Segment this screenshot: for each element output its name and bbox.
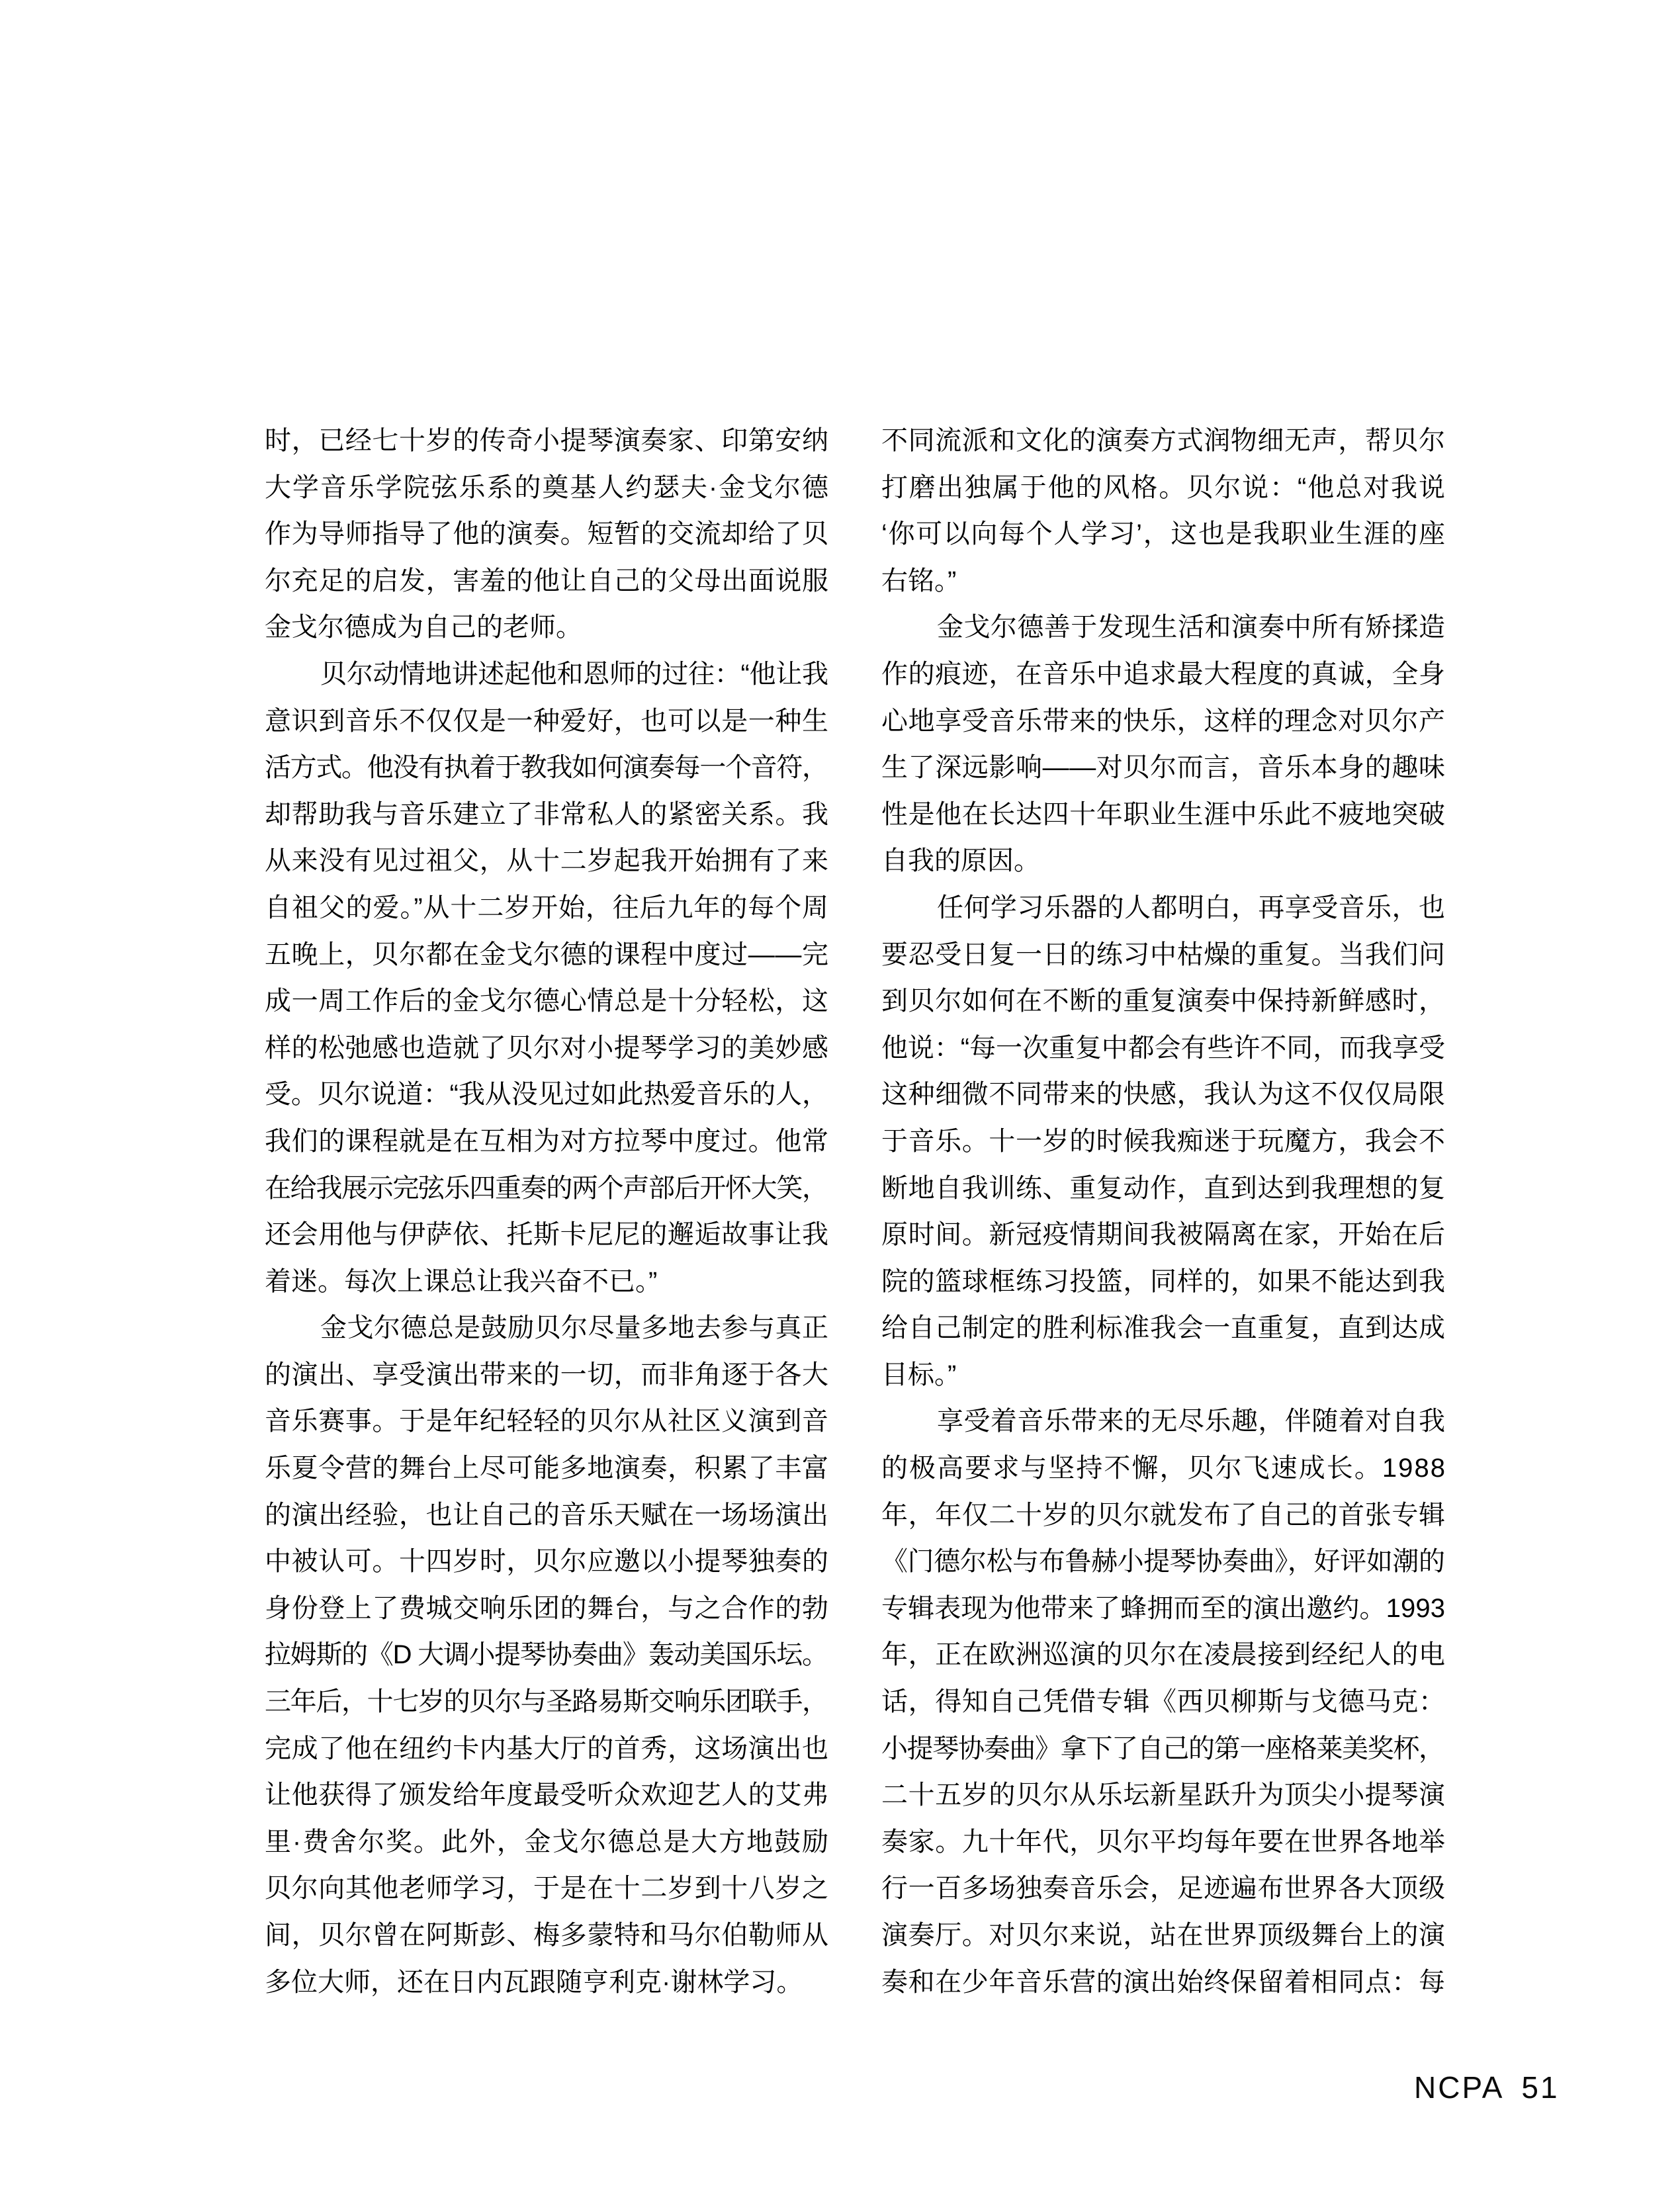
text-line: 我们的课程就是在互相为对方拉琴中度过。他常 bbox=[265, 1126, 829, 1156]
text-line: 受。贝尔说道：“我从没见过如此热爱音乐的人， bbox=[265, 1080, 828, 1110]
text-line: 大学音乐学院弦乐系的奠基人约瑟夫·金戈尔德 bbox=[265, 472, 830, 502]
text-line: 打磨出独属于他的风格。贝尔说：“他总对我说 bbox=[881, 472, 1446, 502]
text-line: 任何学习乐器的人都明白，再享受音乐，也 bbox=[937, 893, 1446, 922]
text-line: 三年后，十七岁的贝尔与圣路易斯交响乐团联手， bbox=[265, 1687, 828, 1717]
text-line: 性是他在长达四十年职业生涯中乐此不疲地突破 bbox=[881, 799, 1446, 829]
text-line: 的演出、享受演出带来的一切，而非角逐于各大 bbox=[265, 1360, 829, 1389]
text-line: 断地自我训练、重复动作，直到达到我理想的复 bbox=[881, 1173, 1446, 1203]
text-line: 专辑表现为他带来了蜂拥而至的演出邀约。1993 bbox=[881, 1593, 1446, 1623]
text-line: 却帮助我与音乐建立了非常私人的紧密关系。我 bbox=[265, 799, 829, 829]
text-line: 给自己制定的胜利标准我会一直重复，直到达成 bbox=[881, 1313, 1446, 1343]
text-line: 贝尔向其他老师学习，于是在十二岁到十八岁之 bbox=[265, 1874, 829, 1904]
article-body bbox=[265, 417, 1445, 2005]
text-line: 样的松弛感也造就了贝尔对小提琴学习的美妙感 bbox=[265, 1033, 829, 1063]
text-line: 年，正在欧洲巡演的贝尔在凌晨接到经纪人的电 bbox=[881, 1640, 1446, 1670]
footer-brand: NCPA bbox=[1414, 2070, 1505, 2105]
text-line: 金戈尔德成为自己的老师。 bbox=[265, 613, 582, 642]
text-line: 于音乐。十一岁的时候我痴迷于玩魔方，我会不 bbox=[881, 1126, 1446, 1156]
text-line: 的演出经验，也让自己的音乐天赋在一场场演出 bbox=[265, 1500, 829, 1530]
text-line: 行一百多场独奏音乐会，足迹遍布世界各大顶级 bbox=[881, 1874, 1446, 1904]
text-line: 活方式。他没有执着于教我如何演奏每一个音符， bbox=[265, 753, 828, 783]
text-line: 在给我展示完弦乐四重奏的两个声部后开怀大笑， bbox=[265, 1173, 828, 1203]
text-line: 里·费舍尔奖。此外，金戈尔德总是大方地鼓励 bbox=[265, 1827, 830, 1857]
text-line: 话，得知自己凭借专辑《西贝柳斯与戈德马克： bbox=[881, 1687, 1446, 1717]
text-line: 生了深远影响——对贝尔而言，音乐本身的趣味 bbox=[881, 753, 1446, 783]
text-line: 的极高要求与坚持不懈，贝尔飞速成长。1988 bbox=[881, 1454, 1447, 1483]
text-line: 自我的原因。 bbox=[881, 846, 1040, 876]
text-line: 《门德尔松与布鲁赫小提琴协奏曲》，好评如潮的 bbox=[881, 1547, 1445, 1577]
text-line: 心地享受音乐带来的快乐，这样的理念对贝尔产 bbox=[881, 706, 1446, 736]
text-line: 享受着音乐带来的无尽乐趣，伴随着对自我 bbox=[937, 1407, 1446, 1436]
text-line: 金戈尔德总是鼓励贝尔尽量多地去参与真正 bbox=[320, 1313, 829, 1343]
text-line: 五晚上，贝尔都在金戈尔德的课程中度过——完 bbox=[265, 940, 829, 969]
text-line: 奏家。九十年代，贝尔平均每年要在世界各地举 bbox=[881, 1827, 1446, 1857]
text-line: 时，已经七十岁的传奇小提琴演奏家、印第安纳 bbox=[265, 426, 829, 455]
text-line: 拉姆斯的《D 大调小提琴协奏曲》轰动美国乐坛。 bbox=[265, 1640, 828, 1670]
text-line: 意识到音乐不仅仅是一种爱好，也可以是一种生 bbox=[265, 706, 829, 736]
article-column-1 bbox=[265, 417, 828, 2005]
text-line: 演奏厅。对贝尔来说，站在世界顶级舞台上的演 bbox=[881, 1921, 1446, 1950]
text-line: 尔充足的启发，害羞的他让自己的父母出面说服 bbox=[265, 566, 829, 595]
text-line: 让他获得了颁发给年度最受听众欢迎艺人的艾弗 bbox=[265, 1780, 829, 1810]
text-line: 金戈尔德善于发现生活和演奏中所有矫揉造 bbox=[937, 613, 1446, 642]
text-line: 贝尔动情地讲述起他和恩师的过往：“他让我 bbox=[320, 659, 828, 689]
text-line: 完成了他在纽约卡内基大厅的首秀，这场演出也 bbox=[265, 1733, 829, 1763]
text-line: 间，贝尔曾在阿斯彭、梅多蒙特和马尔伯勒师从 bbox=[265, 1921, 829, 1950]
text-line: 小提琴协奏曲》拿下了自己的第一座格莱美奖杯， bbox=[881, 1733, 1444, 1763]
text-line: 身份登上了费城交响乐团的舞台，与之合作的勃 bbox=[265, 1593, 829, 1623]
text-line: 多位大师，还在日内瓦跟随亨利克·谢林学习。 bbox=[265, 1967, 803, 1997]
text-line: 这种细微不同带来的快感，我认为这不仅仅局限 bbox=[881, 1080, 1446, 1110]
text-line: 他说：“每一次重复中都会有些许不同，而我享受 bbox=[881, 1033, 1445, 1063]
footer-page-number: 51 bbox=[1521, 2070, 1560, 2105]
text-line: 目标。” bbox=[881, 1360, 957, 1389]
text-line: ‘你可以向每个人学习’，这也是我职业生涯的座 bbox=[881, 519, 1446, 549]
text-line: 作为导师指导了他的演奏。短暂的交流却给了贝 bbox=[265, 519, 829, 549]
text-line: 还会用他与伊萨依、托斯卡尼尼的邂逅故事让我 bbox=[265, 1220, 829, 1250]
text-line: 自祖父的爱。”从十二岁开始，往后九年的每个周 bbox=[265, 893, 829, 922]
text-line: 从来没有见过祖父，从十二岁起我开始拥有了来 bbox=[265, 846, 829, 876]
text-line: 成一周工作后的金戈尔德心情总是十分轻松，这 bbox=[265, 986, 829, 1016]
text-line: 院的篮球框练习投篮，同样的，如果不能达到我 bbox=[881, 1266, 1446, 1296]
text-line: 原时间。新冠疫情期间我被隔离在家，开始在后 bbox=[881, 1220, 1446, 1250]
text-line: 奏和在少年音乐营的演出始终保留着相同点：每 bbox=[881, 1967, 1446, 1997]
text-line: 二十五岁的贝尔从乐坛新星跃升为顶尖小提琴演 bbox=[881, 1780, 1446, 1810]
text-line: 要忍受日复一日的练习中枯燥的重复。当我们问 bbox=[881, 940, 1446, 969]
text-line: 音乐赛事。于是年纪轻轻的贝尔从社区义演到音 bbox=[265, 1407, 829, 1436]
text-line: 中被认可。十四岁时，贝尔应邀以小提琴独奏的 bbox=[265, 1547, 829, 1577]
text-line: 到贝尔如何在不断的重复演奏中保持新鲜感时， bbox=[881, 986, 1446, 1016]
text-line: 着迷。每次上课总让我兴奋不已。” bbox=[265, 1266, 658, 1296]
text-line: 右铭。” bbox=[881, 566, 957, 595]
text-line: 作的痕迹，在音乐中追求最大程度的真诚，全身 bbox=[881, 659, 1446, 689]
text-line: 年，年仅二十岁的贝尔就发布了自己的首张专辑 bbox=[881, 1500, 1446, 1530]
text-line: 不同流派和文化的演奏方式润物细无声，帮贝尔 bbox=[881, 426, 1446, 455]
text-line: 乐夏令营的舞台上尽可能多地演奏，积累了丰富 bbox=[265, 1454, 829, 1483]
page-footer bbox=[1414, 2070, 1560, 2105]
article-column-2 bbox=[881, 417, 1445, 2005]
